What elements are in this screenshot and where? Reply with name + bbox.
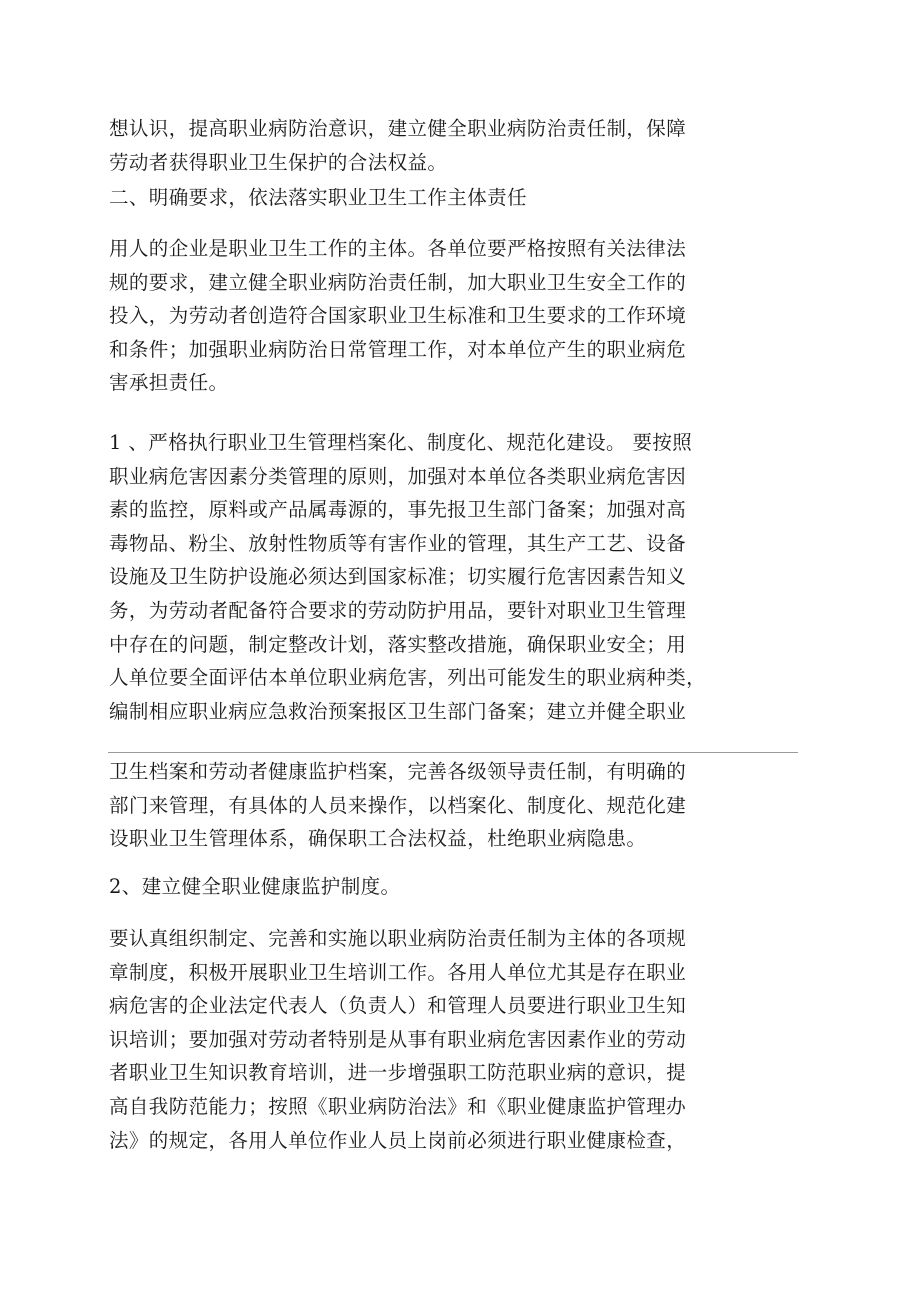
text-line: 害承担责任。 <box>109 371 229 395</box>
text-line: 章制度，积极开展职业卫生培训工作。各用人单位尤其是存在职业 <box>109 960 687 984</box>
text-line: 务，为劳动者配备符合要求的劳动防护用品，要针对职业卫生管理 <box>109 598 687 622</box>
text-line: 规的要求，建立健全职业病防治责任制，加大职业卫生安全工作的 <box>109 270 687 294</box>
paragraph-employer-responsibility <box>109 232 709 400</box>
text-line: 投入，为劳动者创造符合国家职业卫生标准和卫生要求的工作环境 <box>109 304 687 328</box>
paragraph-intro-continuation <box>109 112 709 179</box>
text-line: 要认真组织制定、完善和实施以职业病防治责任制为主体的各项规 <box>109 927 687 950</box>
section-heading-2 <box>109 181 709 215</box>
text-line: 法》的规定，各用人单位作业人员上岗前必须进行职业健康检查， <box>109 1128 687 1152</box>
text-line: 想认识，提高职业病防治意识，建立健全职业病防治责任制，保障 <box>109 117 687 140</box>
text-line: 部门来管理，有具体的人员来操作，以档案化、制度化、规范化建 <box>109 793 687 817</box>
text-line: 1 、严格执行职业卫生管理档案化、制度化、规范化建设。 要按照 <box>109 431 693 454</box>
text-line: 和条件；加强职业病防治日常管理工作，对本单位产生的职业病危 <box>109 337 687 361</box>
text-line: 用人的企业是职业卫生工作的主体。各单位要严格按照有关法律法 <box>109 237 687 260</box>
paragraph-item-1 <box>109 426 709 728</box>
heading-text: 2、建立健全职业健康监护制度。 <box>109 875 401 898</box>
text-line: 素的监控，原料或产品属毒源的，事先报卫生部门备案；加强对高 <box>109 498 687 522</box>
heading-text: 二、明确要求，依法落实职业卫生工作主体责任 <box>109 186 527 209</box>
text-line: 高自我防范能力；按照《职业病防治法》和《职业健康监护管理办 <box>109 1094 687 1118</box>
text-line: 卫生档案和劳动者健康监护档案，完善各级领导责任制，有明确的 <box>109 760 687 783</box>
text-line: 病危害的企业法定代表人（负责人）和管理人员要进行职业卫生知 <box>109 994 687 1018</box>
text-line: 中存在的问题，制定整改计划，落实整改措施，确保职业安全；用 <box>109 632 687 656</box>
page-divider <box>108 752 798 753</box>
text-line: 劳动者获得职业卫生保护的合法权益。 <box>109 150 448 174</box>
text-line: 人单位要全面评估本单位职业病危害，列出可能发生的职业病种类， <box>109 666 707 690</box>
text-line: 编制相应职业病应急救治预案报区卫生部门备案；建立并健全职业 <box>109 699 687 723</box>
text-line: 毒物品、粉尘、放射性物质等有害作业的管理，其生产工艺、设备 <box>109 531 687 555</box>
section-heading-item-2 <box>109 870 709 904</box>
text-line: 者职业卫生知识教育培训，进一步增强职工防范职业病的意识，提 <box>109 1061 687 1085</box>
text-line: 设施及卫生防护设施必须达到国家标准；切实履行危害因素告知义 <box>109 565 687 589</box>
text-line: 设职业卫生管理体系，确保职工合法权益，杜绝职业病隐患。 <box>109 827 647 851</box>
text-line: 识培训；要加强对劳动者特别是从事有职业病危害因素作业的劳动 <box>109 1027 687 1051</box>
text-line: 职业病危害因素分类管理的原则，加强对本单位各类职业病危害因 <box>109 464 687 488</box>
paragraph-item-1-continued <box>109 755 709 856</box>
paragraph-item-2 <box>109 922 709 1157</box>
